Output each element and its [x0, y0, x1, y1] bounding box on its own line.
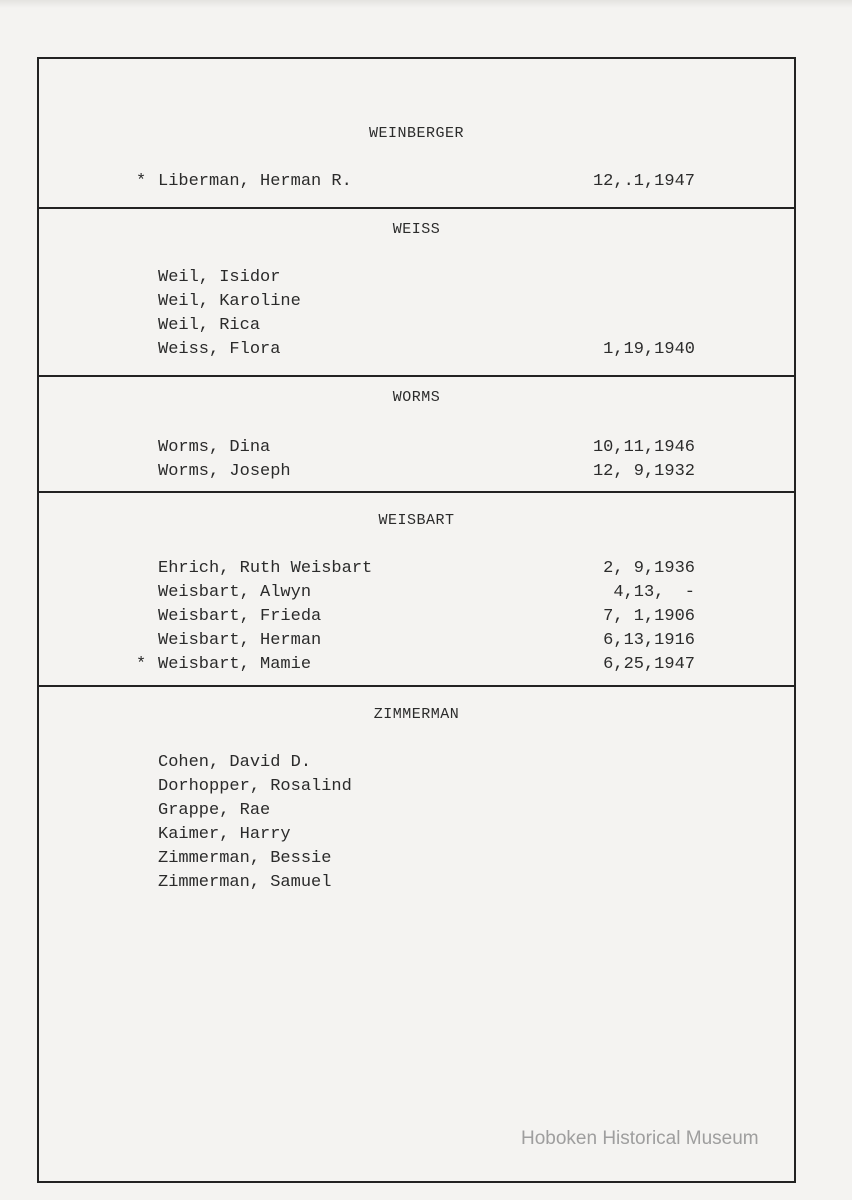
entry-name: Weiss, Flora [158, 340, 281, 359]
entry-name: Weisbart, Mamie [158, 655, 312, 674]
entry-name: Weisbart, Herman [158, 631, 322, 650]
entry-name: Worms, Dina [158, 438, 271, 457]
section-heading: WEINBERGER [368, 125, 464, 142]
list-item [39, 557, 794, 581]
entry-name: Zimmerman, Samuel [158, 873, 332, 892]
list-item [39, 605, 794, 629]
entry-date: 12,.1,1947 [592, 172, 695, 191]
entry-date: 6,13,1916 [603, 631, 695, 650]
asterisk-marker: * [136, 655, 147, 674]
list-item [39, 338, 794, 362]
list-item [39, 653, 794, 677]
paper-top-edge [0, 0, 852, 8]
entry-name: Cohen, David D. [158, 753, 312, 772]
entry-date: 4,13, - [613, 583, 695, 602]
entry-name: Grappe, Rae [158, 801, 271, 820]
section-heading: WORMS [392, 389, 441, 406]
list-item [39, 436, 794, 460]
section-heading: WEISS [392, 221, 441, 238]
entry-date: 10,11,1946 [592, 438, 695, 457]
list-item [39, 847, 794, 871]
list-item [39, 170, 794, 194]
list-item [39, 871, 794, 895]
list-item [39, 799, 794, 823]
list-item [39, 629, 794, 653]
list-item [39, 775, 794, 799]
entry-date: 2, 9,1936 [603, 559, 695, 578]
section-heading: ZIMMERMAN [373, 706, 460, 723]
list-item [39, 751, 794, 775]
entry-name: Kaimer, Harry [158, 825, 291, 844]
list-item [39, 266, 794, 290]
list-item [39, 290, 794, 314]
entry-name: Weisbart, Alwyn [158, 583, 312, 602]
section-zimmerman [39, 687, 794, 1181]
entry-date: 12, 9,1932 [592, 462, 695, 481]
section-worms [39, 377, 794, 493]
section-weinberger [39, 59, 794, 209]
list-item [39, 314, 794, 338]
entry-date: 1,19,1940 [603, 340, 695, 359]
entry-name: Worms, Joseph [158, 462, 291, 481]
section-weiss [39, 209, 794, 377]
entry-name: Liberman, Herman R. [158, 172, 352, 191]
entry-date: 6,25,1947 [603, 655, 695, 674]
entry-name: Dorhopper, Rosalind [158, 777, 352, 796]
section-weisbart [39, 493, 794, 687]
section-heading: WEISBART [378, 512, 455, 529]
entry-name: Weil, Rica [158, 316, 261, 335]
asterisk-marker: * [136, 172, 147, 191]
list-item [39, 581, 794, 605]
entry-name: Weil, Isidor [158, 268, 281, 287]
list-item [39, 460, 794, 484]
entry-name: Weil, Karoline [158, 292, 301, 311]
list-item [39, 823, 794, 847]
table-frame [37, 57, 796, 1183]
entry-name: Weisbart, Frieda [158, 607, 322, 626]
entry-name: Ehrich, Ruth Weisbart [158, 559, 373, 578]
entry-name: Zimmerman, Bessie [158, 849, 332, 868]
entry-date: 7, 1,1906 [603, 607, 695, 626]
museum-watermark: Hoboken Historical Museum [521, 1128, 759, 1149]
